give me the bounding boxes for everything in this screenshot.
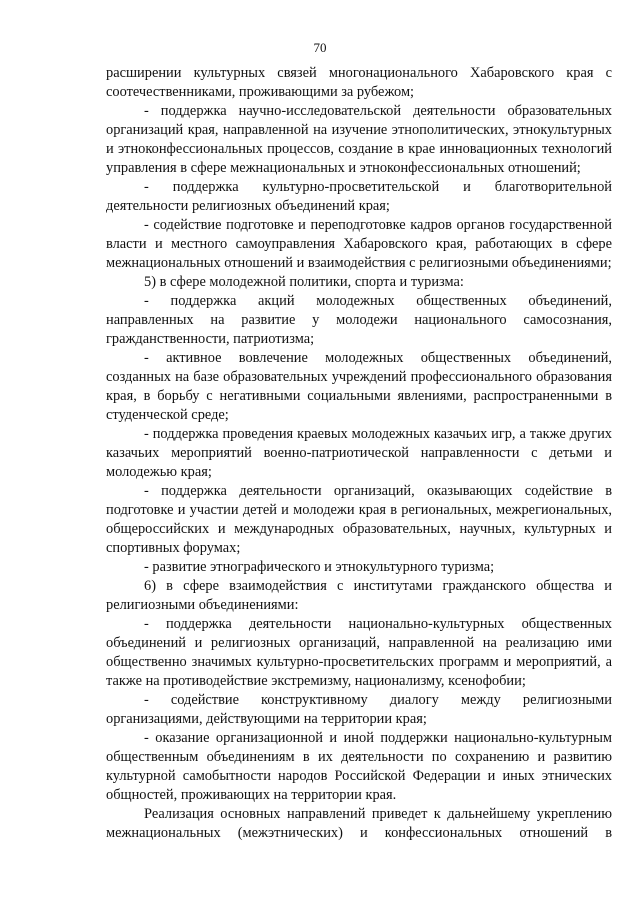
paragraph: 6) в сфере взаимодействия с институтами гражданского общества и религиозными объединениями: — [106, 578, 612, 613]
paragraph: расширении культурных связей многонационального Хабаровского края с соотечественниками, проживающими за рубежом; — [106, 65, 612, 100]
paragraph: - активное вовлечение молодежных общественных объединений, созданных на базе образовательных учреждений профессионального образования края, в борьбу с негативными социальными явлениями, распространенными в студенческой среде; — [106, 350, 612, 423]
paragraph: - содействие подготовке и переподготовке кадров органов государственной власти и местного самоуправления Хабаровского края, работающих в сфере межнациональных отношений и взаимодействия с религиозными объединениями; — [106, 217, 612, 271]
paragraph: - поддержка деятельности организаций, оказывающих содействие в подготовке и участии детей и молодежи края в региональных, межрегиональных, общероссийских и международных образовательных, научных, культурных и спортивных форумах; — [106, 483, 612, 556]
paragraph: - поддержка научно-исследовательской деятельности образовательных организаций края, направленной на изучение этнополитических, этнокультурных и этноконфессиональных процессов, создание в крае инновационных технологий управления в сфере межнациональных и этноконфессиональных отношений; — [106, 103, 612, 176]
paragraph: - содействие конструктивному диалогу между религиозными организациями, действующими на территории края; — [106, 692, 612, 727]
paragraph: - поддержка акций молодежных общественных объединений, направленных на развитие у молодежи национального самосознания, гражданственности, патриотизма; — [106, 293, 612, 347]
paragraph: - поддержка проведения краевых молодежных казачьих игр, а также других казачьих мероприятий военно-патриотической направленности с детьми и молодежью края; — [106, 426, 612, 480]
document-body — [106, 64, 612, 843]
paragraph: - оказание организационной и иной поддержки национально-культурным общественным объединениям в их деятельности по сохранению и развитию культурной самобытности народов Российской Федерации и иных этнических общностей, проживающих на территории края. — [106, 730, 612, 803]
paragraph: 5) в сфере молодежной политики, спорта и туризма: — [144, 274, 464, 290]
paragraph: - развитие этнографического и этнокультурного туризма; — [144, 559, 495, 575]
page-number: 70 — [313, 40, 327, 55]
paragraph: - поддержка культурно-просветительской и благотворительной деятельности религиозных объединений края; — [106, 179, 612, 214]
paragraph: Реализация основных направлений приведет к дальнейшему укреплению межнациональных (межэтнических) и конфессиональных отношений в — [106, 806, 612, 841]
paragraph: - поддержка деятельности национально-культурных общественных объединений и религиозных организаций, направленной на реализацию ими общественно значимых культурно-просветительских программ и мероприятий, а также на противодействие экстремизму, национализму, ксенофобии; — [106, 616, 612, 689]
